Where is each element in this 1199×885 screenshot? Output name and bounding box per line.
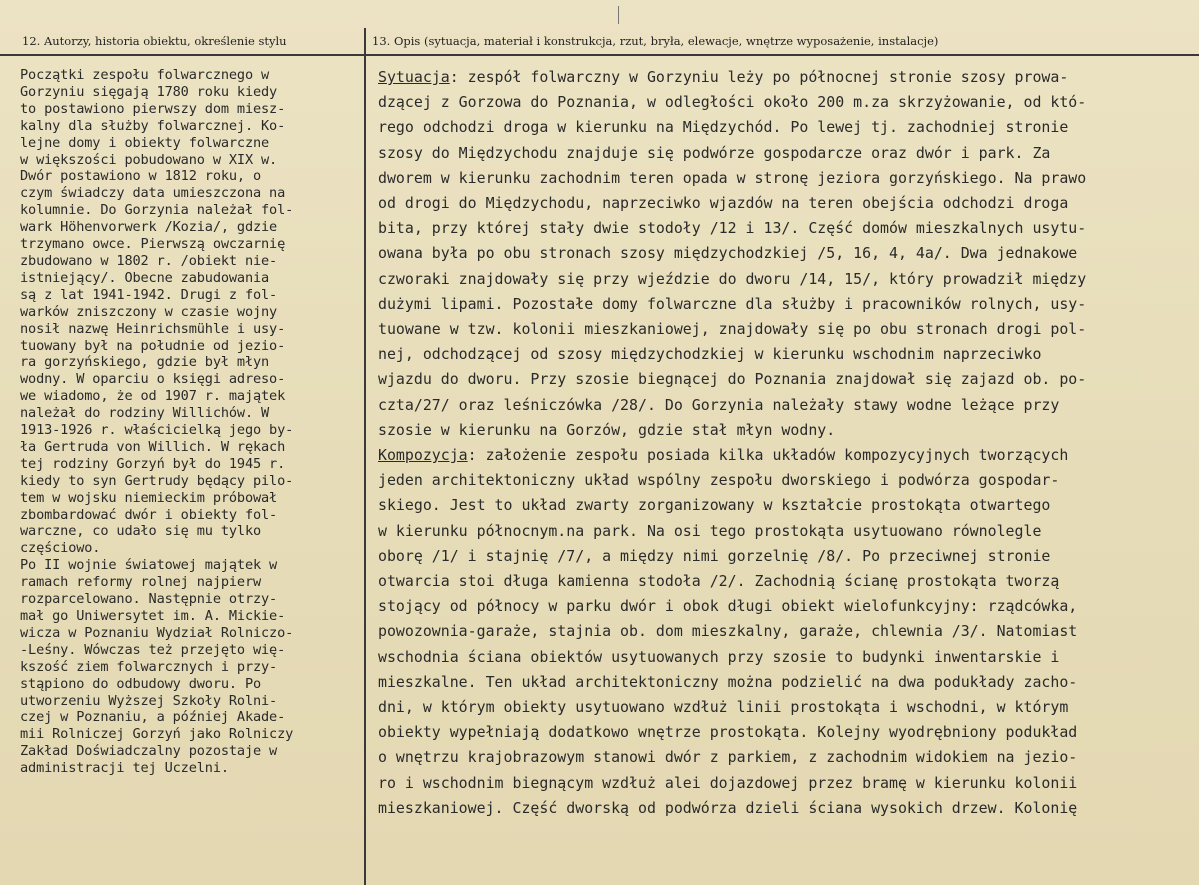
history-line: zbudowano w 1802 r. /obiekt nie-	[20, 252, 278, 269]
description-line: dzącej z Gorzowa do Poznania, w odległości około 200 m.za skrzyżowanie, od któ-	[378, 93, 1087, 112]
situation-line	[378, 65, 1193, 90]
header-description: 13. Opis (sytuacja, materiał i konstrukcja, rzut, bryła, elewacje, wnętrze wyposażenie, instalacje)	[372, 34, 939, 48]
description-line-text: : zespół folwarczny w Gorzyniu leży po północnej stronie szosy prowa-	[449, 68, 1069, 86]
history-line: tem w wojsku niemieckim próbował	[20, 489, 278, 506]
history-line: administracji tej Uczelni.	[20, 760, 229, 777]
history-line: warczne, co udało się mu tylko	[20, 523, 262, 540]
history-line: wodny. W oparciu o księgi adreso-	[20, 371, 286, 388]
section-label-situation: Sytuacja	[378, 68, 450, 86]
description-line: dworem w kierunku zachodnim teren opada w stronę jeziora gorzyńskiego. Na prawo	[378, 168, 1087, 187]
history-line: należał do rodziny Willichów. W	[20, 405, 270, 422]
history-line: wark Höhenvorwerk /Kozia/, gdzie	[20, 219, 278, 236]
description-line: czworaki znajdowały się przy wjeździe do dworu /14, 15/, który prowadził między	[378, 269, 1087, 288]
history-line: tej rodziny Gorzyń był do 1945 r.	[20, 455, 286, 472]
description-line: ro i wschodnim biegnącym wzdłuż alei dojazdowej przez bramę w kierunku kolonii	[378, 773, 1078, 792]
section-label-composition: Kompozycja	[378, 446, 468, 465]
description-line: w kierunku północnym.na park. Na osi tego prostokąta usytuowano równolegle	[378, 521, 1042, 540]
description-line: mieszkaniowej. Część dworską od podwórza dzieli ściana wysokich drzew. Kolonię	[378, 798, 1078, 817]
description-line: stojący od północy w parku dwór i obok długi obiekt wielofunkcyjny: rządcówka,	[378, 597, 1078, 616]
history-line: we wiadomo, że od 1907 r. majątek	[20, 388, 286, 405]
description-line: tuowane w tzw. kolonii mieszkaniowej, znajdowały się po obu stronach drogi pol-	[378, 320, 1087, 339]
history-line: ła Gertruda von Willich. W rękach	[20, 438, 286, 455]
description-line: czta/27/ oraz leśniczówka /28/. Do Gorzynia należały stawy wodne leżące przy	[378, 395, 1060, 414]
description-line: oborę /1/ i stajnię /7/, a między nimi gorzelnię /8/. Po przeciwnej stronie	[378, 546, 1051, 565]
history-line: kiedy to syn Gertrudy będący pilo-	[20, 472, 294, 489]
top-tick-mark	[618, 6, 619, 24]
history-line: warków zniszczony w czasie wojny	[20, 303, 278, 320]
description-line: powozownia-garaże, stajnia ob. dom mieszkalny, garaże, chlewnia /3/. Natomiast	[378, 622, 1078, 641]
description-line: owana była po obu stronach szosy międzychodzkiej /5, 16, 4, 4a/. Dwa jednakowe	[378, 244, 1078, 263]
description-line: bita, przy której stały dwie stodoły /12 i 13/. Część domów mieszkalnych usytu-	[378, 219, 1087, 238]
history-line: mii Rolniczej Gorzyń jako Rolniczy	[20, 726, 294, 743]
history-line: lejne domy i obiekty folwarczne	[20, 134, 270, 151]
description-line: wschodnia ściana obiektów usytuowanych przy szosie to budynki inwentarskie i	[378, 647, 1060, 666]
history-line: czym świadczy data umieszczona na	[20, 185, 286, 202]
description-line: dużymi lipami. Pozostałe domy folwarczne dla służby i pracowników rolnych, usy-	[378, 294, 1087, 313]
history-line: istniejący/. Obecne zabudowania	[20, 269, 270, 286]
history-line: trzymano owce. Pierwszą owczarnię	[20, 236, 286, 253]
history-line: tuowany był na południe od jezio-	[20, 337, 286, 354]
history-line: są z lat 1941-1942. Drugi z fol-	[20, 286, 278, 303]
description-line: skiego. Jest to układ zwarty zorganizowany w kształcie prostokąta otwartego	[378, 496, 1051, 515]
description-line-text: : założenie zespołu posiada kilka układów kompozycyjnych tworzących	[467, 446, 1069, 465]
history-line: Po II wojnie światowej majątek w	[20, 557, 278, 574]
description-line: szosie w kierunku na Gorzów, gdzie stał młyn wodny.	[378, 420, 836, 439]
description-line: rego odchodzi droga w kierunku na Międzychód. Po lewej tj. zachodniej stronie	[378, 118, 1069, 137]
history-line: Dwór postawiono w 1812 roku, o	[20, 168, 262, 185]
history-line: 1913-1926 r. właścicielką jego by-	[20, 422, 294, 439]
description-line: wjazdu do dworu. Przy szosie biegnącej do Poznania znajdował się zajazd ob. po-	[378, 370, 1087, 389]
history-line: Początki zespołu folwarcznego w	[20, 67, 270, 83]
history-line: w większości pobudowano w XIX w.	[20, 151, 278, 168]
column-divider	[364, 28, 366, 885]
description-line: dni, w którym obiekty usytuowano wzdłuż linii prostokąta i wschodni, w którym	[378, 698, 1069, 717]
history-line: mał go Uniwersytet im. A. Mickie-	[20, 608, 286, 624]
description-line: od drogi do Międzychodu, naprzeciwko wjazdów na teren obejścia odchodzi droga	[378, 194, 1069, 213]
header-authors-history: 12. Autorzy, historia obiektu, określenie stylu	[22, 34, 287, 48]
history-line: częściowo.	[20, 540, 101, 557]
description-line: jeden architektoniczny układ wspólny zespołu dworskiego i podwórza gospodar-	[378, 471, 1060, 490]
header-rule	[0, 54, 1199, 56]
history-line: utworzeniu Wyższej Szkoły Rolni-	[20, 692, 278, 709]
history-line: stąpiono do odbudowy dworu. Po	[20, 675, 262, 692]
description-line: nej, odchodzącej od szosy międzychodzkiej w kierunku wschodnim naprzeciwko	[378, 345, 1042, 364]
history-line: zbombardować dwór i obiekty fol-	[20, 506, 278, 523]
history-line: kalny dla służby folwarcznej. Ko-	[20, 117, 286, 134]
description-line: obiekty wypełniają dodatkowo wnętrze prostokąta. Kolejny wyodrębniony podukład	[378, 723, 1078, 742]
history-line: Zakład Doświadczalny pozostaje w	[20, 743, 278, 760]
history-line: -Leśny. Wówczas też przejęto wię-	[20, 641, 286, 658]
description-line: mieszkalne. Ten układ architektoniczny można podzielić na dwa podukłady zacho-	[378, 672, 1078, 691]
history-line: ramach reformy rolnej najpierw	[20, 574, 262, 591]
description-line: szosy do Międzychodu znajduje się podwórze gospodarcze oraz dwór i park. Za	[378, 143, 1051, 162]
history-line: kolumnie. Do Gorzynia należał fol-	[20, 202, 294, 219]
history-line: ra gorzyńskiego, gdzie był młyn	[20, 354, 270, 371]
composition-line	[378, 443, 1193, 468]
history-line: czej w Poznaniu, a później Akade-	[20, 709, 286, 726]
description-text-column	[378, 65, 1193, 821]
history-text-column	[20, 67, 360, 777]
history-line: wicza w Poznaniu Wydział Rolniczo-	[20, 624, 294, 641]
history-line: nosił nazwę Heinrichsmühle i usy-	[20, 320, 286, 337]
history-line: to postawiono pierwszy dom miesz-	[20, 100, 286, 117]
history-line: rozparcelowano. Następnie otrzy-	[20, 591, 278, 608]
description-line: otwarcia stoi długa kamienna stodoła /2/. Zachodnią ścianę prostokąta tworzą	[378, 572, 1060, 591]
history-line: Gorzyniu sięgają 1780 roku kiedy	[20, 83, 278, 100]
history-line: kszość ziem folwarcznych i przy-	[20, 658, 278, 675]
description-line: o wnętrzu krajobrazowym stanowi dwór z parkiem, z zachodnim widokiem na jezio-	[378, 748, 1078, 767]
